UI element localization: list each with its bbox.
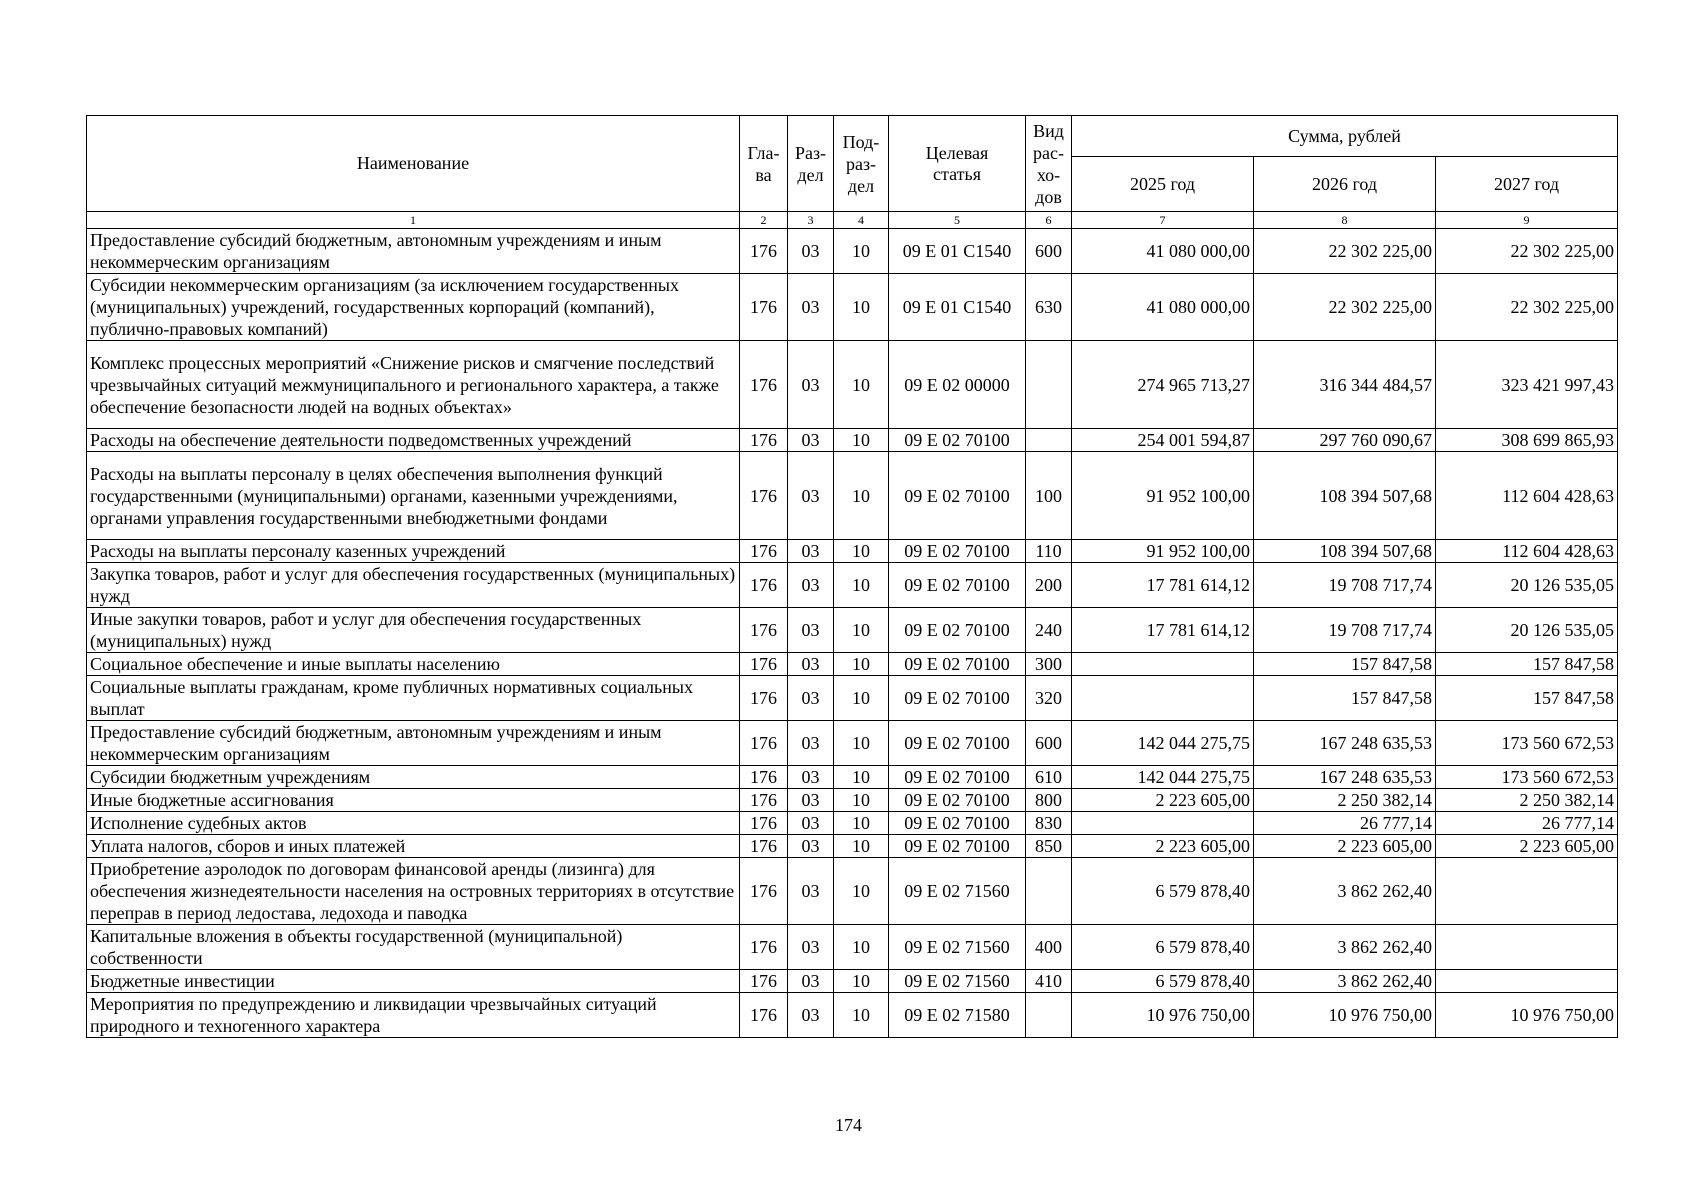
column-number: 6: [1026, 212, 1072, 229]
row-glava: 176: [740, 452, 788, 540]
column-number: 5: [889, 212, 1026, 229]
row-amount-2025: 91 952 100,00: [1072, 452, 1254, 540]
row-name: Субсидии бюджетным учреждениям: [87, 766, 740, 789]
row-razdel: 03: [788, 721, 834, 766]
row-expense-type: 610: [1026, 766, 1072, 789]
row-amount-2026: 3 862 262,40: [1254, 970, 1436, 993]
row-glava: 176: [740, 540, 788, 563]
row-target-article: 09 Е 02 70100: [889, 812, 1026, 835]
row-glava: 176: [740, 789, 788, 812]
table-row: [87, 766, 1618, 789]
row-expense-type: 240: [1026, 608, 1072, 653]
row-amount-2025: 6 579 878,40: [1072, 970, 1254, 993]
row-amount-2025: 17 781 614,12: [1072, 608, 1254, 653]
row-expense-type: 800: [1026, 789, 1072, 812]
row-name: Комплекс процессных мероприятий «Снижение рисков и смягчение последствий чрезвычайных ситуаций межмуниципального и регионального характера, а также обеспечение безопасности людей на водных объектах»: [87, 341, 740, 429]
row-glava: 176: [740, 429, 788, 452]
row-razdel: 03: [788, 274, 834, 341]
row-target-article: 09 Е 02 70100: [889, 653, 1026, 676]
header-name: Наименование: [87, 116, 740, 212]
row-target-article: 09 Е 02 00000: [889, 341, 1026, 429]
row-glava: 176: [740, 835, 788, 858]
row-target-article: 09 Е 02 70100: [889, 608, 1026, 653]
row-target-article: 09 Е 02 70100: [889, 789, 1026, 812]
column-number: 8: [1254, 212, 1436, 229]
row-target-article: 09 Е 01 С1540: [889, 274, 1026, 341]
column-number: 1: [87, 212, 740, 229]
row-name: Расходы на выплаты персоналу казенных учреждений: [87, 540, 740, 563]
row-podrazdel: 10: [834, 274, 889, 341]
row-amount-2025: 17 781 614,12: [1072, 563, 1254, 608]
row-amount-2027: 308 699 865,93: [1436, 429, 1618, 452]
row-expense-type: 600: [1026, 721, 1072, 766]
row-glava: 176: [740, 858, 788, 925]
row-podrazdel: 10: [834, 858, 889, 925]
row-amount-2027: 157 847,58: [1436, 676, 1618, 721]
row-amount-2027: 20 126 535,05: [1436, 563, 1618, 608]
table-row: [87, 563, 1618, 608]
row-glava: 176: [740, 563, 788, 608]
row-target-article: 09 Е 02 71580: [889, 993, 1026, 1038]
row-razdel: 03: [788, 970, 834, 993]
row-amount-2026: 297 760 090,67: [1254, 429, 1436, 452]
column-number: 3: [788, 212, 834, 229]
row-target-article: 09 Е 02 70100: [889, 540, 1026, 563]
row-amount-2025: 91 952 100,00: [1072, 540, 1254, 563]
row-amount-2027: 22 302 225,00: [1436, 274, 1618, 341]
row-amount-2025: 254 001 594,87: [1072, 429, 1254, 452]
row-name: Расходы на обеспечение деятельности подведомственных учреждений: [87, 429, 740, 452]
row-name: Капитальные вложения в объекты государственной (муниципальной) собственности: [87, 925, 740, 970]
row-amount-2027: 2 223 605,00: [1436, 835, 1618, 858]
row-podrazdel: 10: [834, 993, 889, 1038]
table-row: [87, 540, 1618, 563]
table-row: [87, 835, 1618, 858]
row-podrazdel: 10: [834, 812, 889, 835]
row-glava: 176: [740, 229, 788, 274]
row-podrazdel: 10: [834, 676, 889, 721]
header-vid: Вид рас- хо- дов: [1026, 116, 1072, 212]
row-target-article: 09 Е 02 70100: [889, 429, 1026, 452]
row-expense-type: [1026, 341, 1072, 429]
header-summa: Сумма, рублей: [1072, 116, 1618, 157]
row-razdel: 03: [788, 789, 834, 812]
row-razdel: 03: [788, 540, 834, 563]
row-amount-2025: 2 223 605,00: [1072, 835, 1254, 858]
row-amount-2026: 3 862 262,40: [1254, 925, 1436, 970]
row-target-article: 09 Е 02 70100: [889, 721, 1026, 766]
row-amount-2026: 167 248 635,53: [1254, 721, 1436, 766]
table-row: [87, 608, 1618, 653]
row-amount-2026: 108 394 507,68: [1254, 540, 1436, 563]
row-amount-2027: 10 976 750,00: [1436, 993, 1618, 1038]
row-name: Предоставление субсидий бюджетным, автономным учреждениям и иным некоммерческим организациям: [87, 721, 740, 766]
row-podrazdel: 10: [834, 835, 889, 858]
row-amount-2027: [1436, 858, 1618, 925]
row-amount-2025: [1072, 653, 1254, 676]
row-name: Иные закупки товаров, работ и услуг для обеспечения государственных (муниципальных) нужд: [87, 608, 740, 653]
row-podrazdel: 10: [834, 429, 889, 452]
table-row: [87, 341, 1618, 429]
row-amount-2025: 41 080 000,00: [1072, 274, 1254, 341]
header-year-2025: 2025 год: [1072, 157, 1254, 212]
row-amount-2025: 142 044 275,75: [1072, 721, 1254, 766]
row-name: Мероприятия по предупреждению и ликвидации чрезвычайных ситуаций природного и техногенного характера: [87, 993, 740, 1038]
table-row: [87, 812, 1618, 835]
row-razdel: 03: [788, 341, 834, 429]
budget-table: [86, 115, 1618, 1038]
row-razdel: 03: [788, 229, 834, 274]
row-amount-2027: 20 126 535,05: [1436, 608, 1618, 653]
row-amount-2026: 19 708 717,74: [1254, 608, 1436, 653]
row-amount-2025: 6 579 878,40: [1072, 858, 1254, 925]
table-row: [87, 993, 1618, 1038]
row-amount-2025: 274 965 713,27: [1072, 341, 1254, 429]
row-target-article: 09 Е 02 70100: [889, 766, 1026, 789]
row-amount-2025: 142 044 275,75: [1072, 766, 1254, 789]
row-amount-2026: 2 223 605,00: [1254, 835, 1436, 858]
row-amount-2025: 10 976 750,00: [1072, 993, 1254, 1038]
row-amount-2026: 22 302 225,00: [1254, 229, 1436, 274]
table-row: [87, 789, 1618, 812]
table-row: [87, 653, 1618, 676]
row-name: Закупка товаров, работ и услуг для обеспечения государственных (муниципальных) нужд: [87, 563, 740, 608]
row-glava: 176: [740, 274, 788, 341]
row-target-article: 09 Е 02 70100: [889, 563, 1026, 608]
row-target-article: 09 Е 02 71560: [889, 970, 1026, 993]
row-podrazdel: 10: [834, 452, 889, 540]
row-amount-2025: 41 080 000,00: [1072, 229, 1254, 274]
column-number: 2: [740, 212, 788, 229]
row-razdel: 03: [788, 608, 834, 653]
row-expense-type: 100: [1026, 452, 1072, 540]
row-amount-2027: 173 560 672,53: [1436, 721, 1618, 766]
row-razdel: 03: [788, 835, 834, 858]
row-amount-2026: 316 344 484,57: [1254, 341, 1436, 429]
table-row: [87, 452, 1618, 540]
row-glava: 176: [740, 970, 788, 993]
table-row: [87, 925, 1618, 970]
row-amount-2025: [1072, 676, 1254, 721]
header-razdel: Раз- дел: [788, 116, 834, 212]
row-glava: 176: [740, 812, 788, 835]
row-target-article: 09 Е 02 70100: [889, 452, 1026, 540]
row-razdel: 03: [788, 452, 834, 540]
row-amount-2027: 112 604 428,63: [1436, 452, 1618, 540]
row-amount-2027: [1436, 970, 1618, 993]
row-expense-type: [1026, 429, 1072, 452]
row-amount-2026: 10 976 750,00: [1254, 993, 1436, 1038]
row-name: Уплата налогов, сборов и иных платежей: [87, 835, 740, 858]
table-body: [87, 229, 1618, 1038]
row-amount-2026: 22 302 225,00: [1254, 274, 1436, 341]
row-expense-type: [1026, 858, 1072, 925]
row-razdel: 03: [788, 993, 834, 1038]
table-row: [87, 429, 1618, 452]
row-target-article: 09 Е 02 71560: [889, 858, 1026, 925]
row-name: Предоставление субсидий бюджетным, автономным учреждениям и иным некоммерческим организациям: [87, 229, 740, 274]
row-razdel: 03: [788, 766, 834, 789]
row-razdel: 03: [788, 812, 834, 835]
row-amount-2027: 26 777,14: [1436, 812, 1618, 835]
row-target-article: 09 Е 02 71560: [889, 925, 1026, 970]
row-expense-type: 320: [1026, 676, 1072, 721]
row-podrazdel: 10: [834, 653, 889, 676]
row-amount-2027: 173 560 672,53: [1436, 766, 1618, 789]
column-number: 4: [834, 212, 889, 229]
table-row: [87, 858, 1618, 925]
row-glava: 176: [740, 676, 788, 721]
row-name: Приобретение аэролодок по договорам финансовой аренды (лизинга) для обеспечения жизнедеятельности населения на островных территориях в отсутствие переправ в период ледостава, ледохода и паводка: [87, 858, 740, 925]
row-expense-type: 400: [1026, 925, 1072, 970]
row-amount-2026: 26 777,14: [1254, 812, 1436, 835]
row-target-article: 09 Е 02 70100: [889, 835, 1026, 858]
row-amount-2027: 112 604 428,63: [1436, 540, 1618, 563]
row-amount-2027: 157 847,58: [1436, 653, 1618, 676]
row-expense-type: 200: [1026, 563, 1072, 608]
row-podrazdel: 10: [834, 540, 889, 563]
row-glava: 176: [740, 925, 788, 970]
row-amount-2026: 2 250 382,14: [1254, 789, 1436, 812]
row-target-article: 09 Е 02 70100: [889, 676, 1026, 721]
row-name: Бюджетные инвестиции: [87, 970, 740, 993]
header-year-2026: 2026 год: [1254, 157, 1436, 212]
row-amount-2027: 2 250 382,14: [1436, 789, 1618, 812]
row-amount-2025: 2 223 605,00: [1072, 789, 1254, 812]
row-razdel: 03: [788, 676, 834, 721]
page-number: 174: [835, 1115, 862, 1135]
column-number: 9: [1436, 212, 1618, 229]
row-amount-2026: 167 248 635,53: [1254, 766, 1436, 789]
header-glava: Гла- ва: [740, 116, 788, 212]
row-glava: 176: [740, 608, 788, 653]
row-podrazdel: 10: [834, 341, 889, 429]
row-glava: 176: [740, 766, 788, 789]
row-amount-2026: 108 394 507,68: [1254, 452, 1436, 540]
row-expense-type: 600: [1026, 229, 1072, 274]
row-razdel: 03: [788, 925, 834, 970]
table-row: [87, 676, 1618, 721]
table-row: [87, 229, 1618, 274]
row-name: Иные бюджетные ассигнования: [87, 789, 740, 812]
row-expense-type: 110: [1026, 540, 1072, 563]
column-number: 7: [1072, 212, 1254, 229]
row-amount-2026: 157 847,58: [1254, 653, 1436, 676]
row-target-article: 09 Е 01 С1540: [889, 229, 1026, 274]
row-podrazdel: 10: [834, 563, 889, 608]
row-podrazdel: 10: [834, 925, 889, 970]
table-row: [87, 274, 1618, 341]
column-number-row: [87, 212, 1618, 229]
table-row: [87, 970, 1618, 993]
header-statya: Целевая статья: [889, 116, 1026, 212]
row-razdel: 03: [788, 563, 834, 608]
header-podrazdel: Под- раз- дел: [834, 116, 889, 212]
row-expense-type: 410: [1026, 970, 1072, 993]
row-razdel: 03: [788, 429, 834, 452]
row-amount-2025: 6 579 878,40: [1072, 925, 1254, 970]
row-amount-2026: 157 847,58: [1254, 676, 1436, 721]
row-amount-2027: 22 302 225,00: [1436, 229, 1618, 274]
row-expense-type: [1026, 993, 1072, 1038]
row-glava: 176: [740, 993, 788, 1038]
row-expense-type: 300: [1026, 653, 1072, 676]
row-name: Социальные выплаты гражданам, кроме публичных нормативных социальных выплат: [87, 676, 740, 721]
row-expense-type: 830: [1026, 812, 1072, 835]
header-year-2027: 2027 год: [1436, 157, 1618, 212]
row-glava: 176: [740, 721, 788, 766]
row-amount-2027: 323 421 997,43: [1436, 341, 1618, 429]
row-podrazdel: 10: [834, 789, 889, 812]
row-name: Исполнение судебных актов: [87, 812, 740, 835]
table-row: [87, 721, 1618, 766]
row-amount-2025: [1072, 812, 1254, 835]
row-podrazdel: 10: [834, 970, 889, 993]
row-glava: 176: [740, 341, 788, 429]
row-amount-2026: 19 708 717,74: [1254, 563, 1436, 608]
row-amount-2026: 3 862 262,40: [1254, 858, 1436, 925]
row-expense-type: 850: [1026, 835, 1072, 858]
row-razdel: 03: [788, 653, 834, 676]
row-podrazdel: 10: [834, 721, 889, 766]
row-name: Социальное обеспечение и иные выплаты населению: [87, 653, 740, 676]
row-podrazdel: 10: [834, 766, 889, 789]
row-podrazdel: 10: [834, 608, 889, 653]
row-name: Расходы на выплаты персоналу в целях обеспечения выполнения функций государственными (муниципальными) органами, казенными учреждениями, органами управления государственными внебюджетными фондами: [87, 452, 740, 540]
row-podrazdel: 10: [834, 229, 889, 274]
row-glava: 176: [740, 653, 788, 676]
row-name: Субсидии некоммерческим организациям (за исключением государственных (муниципальных) учреждений, государственных корпораций (компаний), публично-правовых компаний): [87, 274, 740, 341]
row-amount-2027: [1436, 925, 1618, 970]
row-expense-type: 630: [1026, 274, 1072, 341]
row-razdel: 03: [788, 858, 834, 925]
